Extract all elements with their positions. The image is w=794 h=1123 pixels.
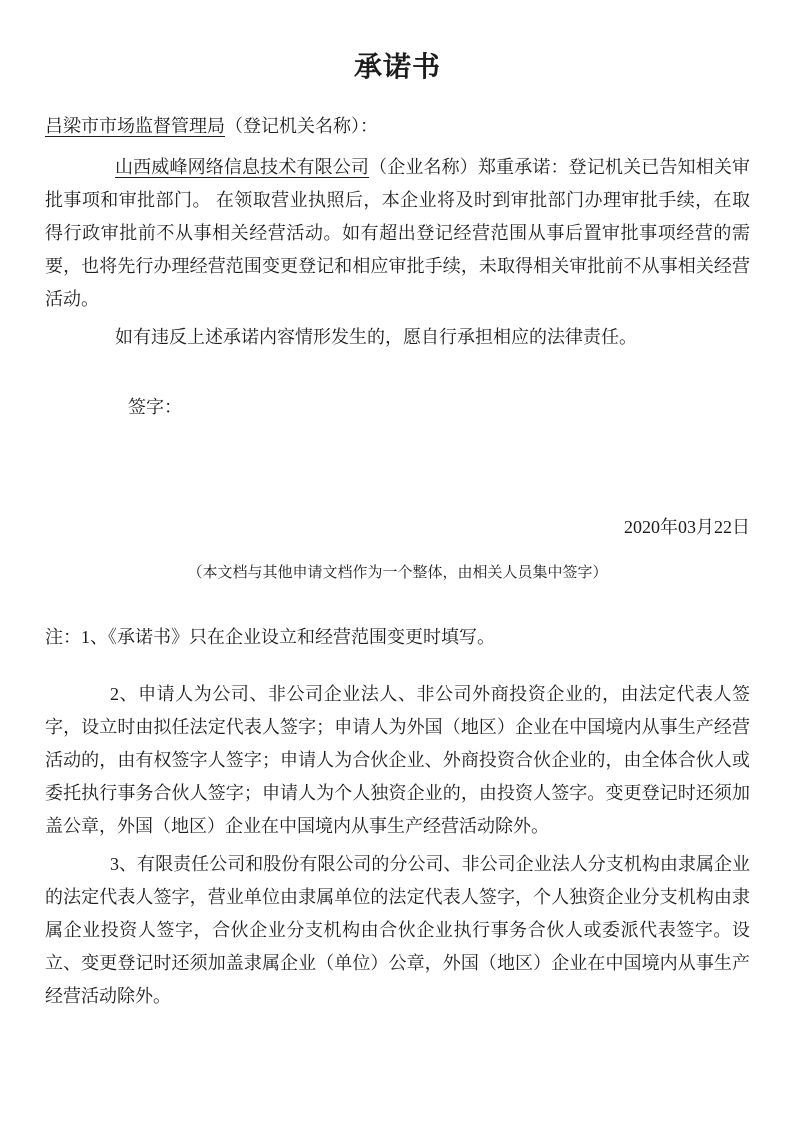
registration-authority-name: 吕梁市市场监督管理局 xyxy=(45,116,225,136)
document-title: 承诺书 xyxy=(353,52,441,83)
registration-authority-label: （登记机关名称）： xyxy=(225,116,378,136)
liability-paragraph: 如有违反上述承诺内容情形发生的，愿自行承担相应的法律责任。 xyxy=(115,327,637,347)
salutation-line xyxy=(45,110,750,143)
signature-label: 签字： xyxy=(128,397,182,417)
commitment-text: （企业名称）郑重承诺：登记机关已告知相关审批事项和审批部门。 在领取营业执照后，本企业将及时到审批部门办理审批手续，在取得行政审批前不从事相关经营活动。如有超出登记经营范围从事后置审批事项经营的需要，也将先行办理经营范围变更登记和相应审批手续，未取得相关审批前不从事相关经营活动。 xyxy=(45,157,751,309)
company-name: 山西威峰网络信息技术有限公司 xyxy=(115,157,370,177)
note-3: 3、有限责任公司和股份有限公司的分公司、非公司企业法人分支机构由隶属企业的法定代表人签字，营业单位由隶属单位的法定代表人签字，个人独资企业分支机构由隶属企业投资人签字，合伙企业分支机构由合伙企业执行事务合伙人或委派代表签字。设立、变更登记时还须加盖隶属企业（单位）公章，外国（地区）企业在中国境内从事生产经营活动除外。 xyxy=(45,854,750,1006)
note-1: 注：1、《承诺书》只在企业设立和经营范围变更时填写。 xyxy=(45,627,495,647)
commitment-paragraph xyxy=(45,151,750,316)
date-line: 2020年03月22日 xyxy=(624,517,750,537)
note-2: 2、申请人为公司、非公司企业法人、非公司外商投资企业的，由法定代表人签字，设立时由拟任法定代表人签字；申请人为外国（地区）企业在中国境内从事生产经营活动的，由有权签字人签字；申请人为合伙企业、外商投资合伙企业的，由全体合伙人或委托执行事务合伙人签字；申请人为个人独资企业的，由投资人签字。变更登记时还须加盖公章，外国（地区）企业在中国境内从事生产经营活动除外。 xyxy=(45,684,750,836)
collective-sign-note: （本文档与其他申请文档作为一个整体，由相关人员集中签字） xyxy=(187,565,608,581)
